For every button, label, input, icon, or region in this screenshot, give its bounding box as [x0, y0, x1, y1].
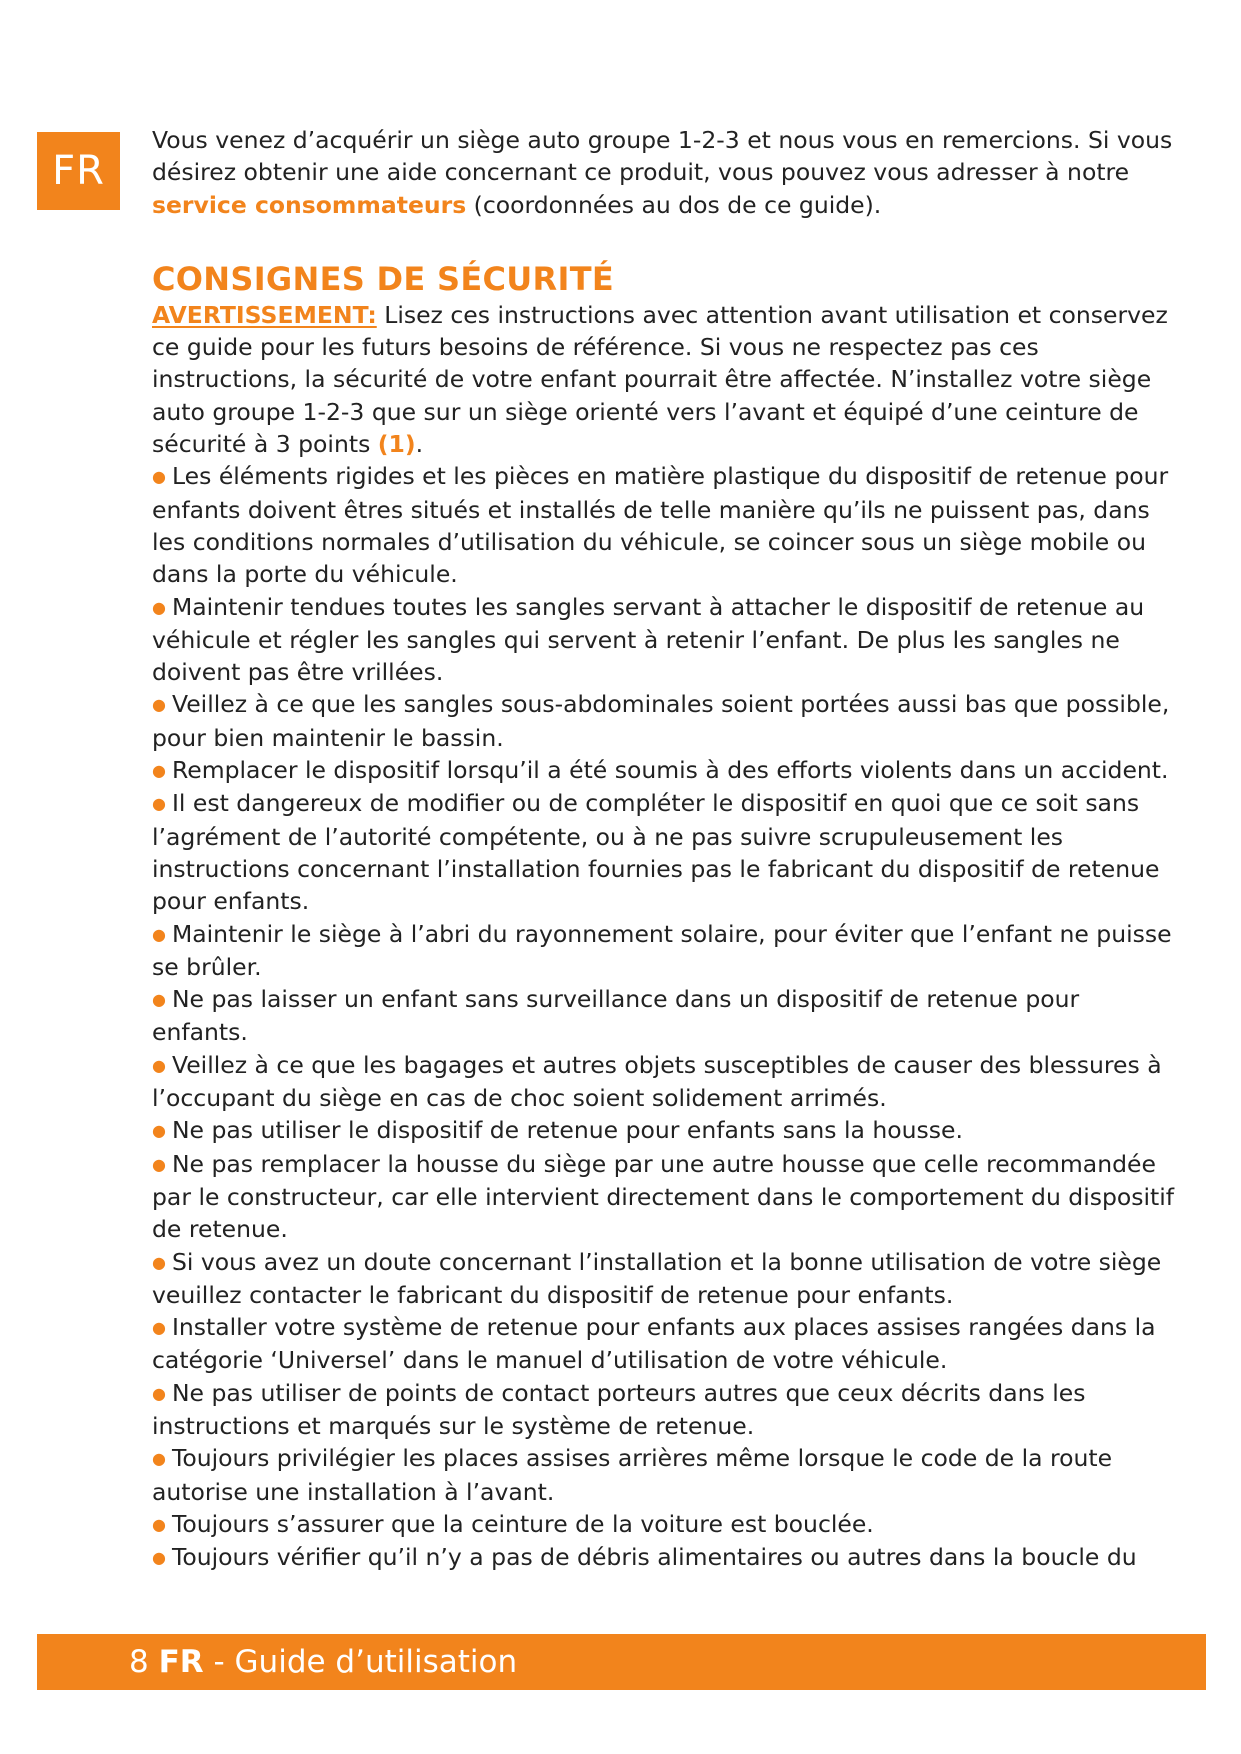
- warning-text: Lisez ces instructions avec attention avant utilisation et conservez ce guide pour les futurs besoins de référence. Si vous ne respectez pas ces instructions, la sécurité de votre enfant pourrait être affectée. N’installez votre siège auto groupe 1-2-3 que sur un siège orienté vers l’avant et équipé d’une ceinture de sécurité à 3 points: [152, 300, 1168, 459]
- intro-paragraph: [152, 124, 1182, 221]
- list-item-text: Toujours s’assurer que la ceinture de la voiture est bouclée.: [171, 1509, 874, 1538]
- section-title: CONSIGNES DE SÉCURITÉ: [152, 259, 614, 298]
- list-item: [152, 1541, 1182, 1574]
- list-item: [152, 688, 1182, 754]
- bullet-icon: ●: [152, 695, 166, 715]
- language-tab: FR: [37, 132, 120, 210]
- list-item-text: Si vous avez un doute concernant l’installation et la bonne utilisation de votre siège veuillez contacter le fabricant du dispositif de retenue pour enfants.: [152, 1247, 1162, 1309]
- list-item-text: Maintenir le siège à l’abri du rayonnement solaire, pour éviter que l’enfant ne puisse se brûler.: [152, 919, 1172, 981]
- footer-title: - Guide d’utilisation: [203, 1644, 518, 1680]
- bullet-icon: ●: [152, 1318, 166, 1338]
- list-item: [152, 754, 1182, 787]
- list-item-text: Il est dangereux de modifier ou de compléter le dispositif en quoi que ce soit sans l’agrément de l’autorité compétente, ou à ne pas suivre scrupuleusement les instructions concernant l’installation fournies pas le fabricant du dispositif de retenue pour enfants.: [152, 789, 1160, 916]
- warning-paragraph: [152, 299, 1182, 460]
- intro-text-end: (coordonnées au dos de ce guide).: [466, 190, 882, 219]
- list-item: [152, 918, 1182, 984]
- list-item: [152, 460, 1182, 590]
- list-item-text: Toujours privilégier les places assises arrières même lorsque le code de la route autorise une installation à l’avant.: [152, 1444, 1113, 1506]
- list-item-text: Les éléments rigides et les pièces en matière plastique du dispositif de retenue pour enfants doivent êtres situés et installés de telle manière qu’ils ne puissent pas, dans les conditions normales d’utilisation du véhicule, se coincer sous un siège mobile ou dans la porte du véhicule.: [152, 462, 1169, 589]
- bullet-icon: ●: [152, 1154, 166, 1174]
- list-item-text: Ne pas utiliser le dispositif de retenue pour enfants sans la housse.: [171, 1116, 963, 1145]
- bullet-icon: ●: [152, 1514, 166, 1534]
- bullet-icon: ●: [152, 924, 166, 944]
- warning-label: AVERTISSEMENT:: [152, 300, 377, 329]
- list-item-text: Ne pas remplacer la housse du siège par une autre housse que celle recommandée par le constructeur, car elle intervient directement dans le comportement du dispositif de retenue.: [152, 1149, 1175, 1244]
- list-item: [152, 983, 1182, 1049]
- list-item: [152, 1311, 1182, 1377]
- list-item-text: Toujours vérifier qu’il n’y a pas de débris alimentaires ou autres dans la boucle du: [171, 1543, 1137, 1572]
- list-item-text: Installer votre système de retenue pour enfants aux places assises rangées dans la catégorie ‘Universel’ dans le manuel d’utilisation de votre véhicule.: [152, 1313, 1156, 1375]
- list-item-text: Ne pas utiliser de points de contact porteurs autres que ceux décrits dans les instructions et marqués sur le système de retenue.: [152, 1378, 1086, 1440]
- customer-service-link[interactable]: service consommateurs: [152, 190, 467, 219]
- bullet-icon: ●: [152, 597, 166, 617]
- intro-text: Vous venez d’acquérir un siège auto groupe 1-2-3 et nous vous en remercions. Si vous désirez obtenir une aide concernant ce produit, vous pouvez vous adresser à notre: [152, 126, 1173, 187]
- page-footer: [37, 1634, 1206, 1690]
- footer-language: FR: [158, 1644, 204, 1680]
- list-item-text: Veillez à ce que les sangles sous-abdominales soient portées aussi bas que possible, pour bien maintenir le bassin.: [152, 690, 1170, 752]
- list-item-text: Maintenir tendues toutes les sangles servant à attacher le dispositif de retenue au véhicule et régler les sangles qui servent à retenir l’enfant. De plus les sangles ne doivent pas être vrillées.: [152, 592, 1145, 687]
- list-item: [152, 1114, 1182, 1147]
- list-item: [152, 1049, 1182, 1115]
- list-item: [152, 1246, 1182, 1312]
- warning-end: .: [415, 430, 424, 459]
- list-item-text: Veillez à ce que les bagages et autres objets susceptibles de causer des blessures à l’occupant du siège en cas de choc soient solidement arrimés.: [152, 1050, 1162, 1113]
- list-item: [152, 591, 1182, 689]
- list-item: [152, 1377, 1182, 1443]
- bullet-icon: ●: [152, 794, 166, 814]
- bullet-icon: ●: [152, 1121, 166, 1141]
- bullet-icon: ●: [152, 1548, 166, 1568]
- bullet-icon: ●: [152, 1252, 166, 1272]
- bullet-icon: ●: [152, 467, 166, 487]
- list-item: [152, 787, 1182, 917]
- safety-list: [152, 460, 1182, 1574]
- page-number: 8: [129, 1644, 149, 1680]
- figure-reference: (1): [377, 430, 416, 459]
- list-item-text: Ne pas laisser un enfant sans surveillance dans un dispositif de retenue pour enfants.: [152, 985, 1080, 1047]
- page-content: [152, 124, 1182, 1574]
- footer-text: [129, 1634, 517, 1690]
- list-item: [152, 1148, 1182, 1246]
- list-item-text: Remplacer le dispositif lorsqu’il a été soumis à des efforts violents dans un accident.: [171, 756, 1169, 785]
- bullet-icon: ●: [152, 990, 166, 1010]
- bullet-icon: ●: [152, 1449, 166, 1469]
- list-item: [152, 1508, 1182, 1541]
- bullet-icon: ●: [152, 1383, 166, 1403]
- bullet-icon: ●: [152, 761, 166, 781]
- list-item: [152, 1442, 1182, 1508]
- bullet-icon: ●: [152, 1055, 166, 1075]
